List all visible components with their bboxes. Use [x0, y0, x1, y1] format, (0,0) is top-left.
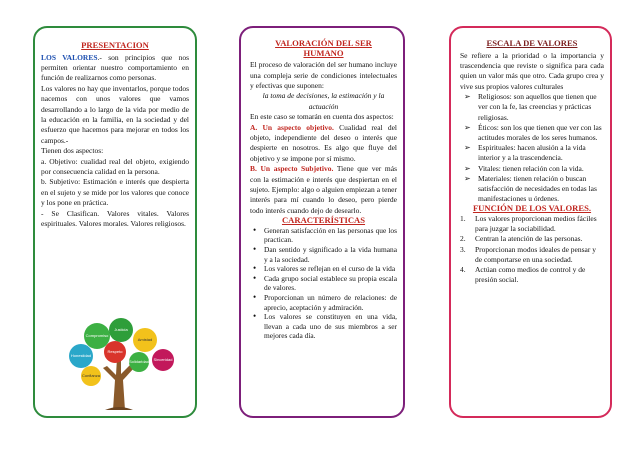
characteristics-title: CARACTERÍSTICAS — [281, 215, 366, 226]
scale-panel — [449, 26, 612, 418]
leaf-label: Compromiso — [85, 333, 109, 338]
list-item — [460, 234, 604, 244]
list-item: • Proporcionan un número de relaciones: de aprecio, aceptación y admiración. — [250, 293, 397, 312]
intro-rest: .- son principios que nos permiten orientar nuestro comportamiento en función de realizarnos como personas. — [41, 52, 189, 83]
leaf-label: Amistad — [137, 337, 153, 342]
item-number: 3. — [460, 244, 466, 254]
functions-list — [460, 214, 604, 285]
item-text: Proporcionan modos ideales de pensar y de comportarse en una sociedad. — [475, 244, 597, 264]
valuation-intro: El proceso de valoración del ser humano incluye una compleja serie de condiciones intelectuales y efectivas que suponen: — [250, 60, 397, 90]
aspect-b-label: B. Un aspecto Subjetivo. — [250, 164, 334, 174]
leaf-label: Honestidad — [70, 353, 92, 358]
list-item: ➢ Espirituales: hacen alusión a la vida interior y a la trascendencia. — [460, 143, 604, 163]
values-tree-illustration — [55, 318, 181, 410]
leaf-label: Solidaridad — [128, 359, 150, 364]
valuation-title — [250, 39, 397, 58]
item-number: 2. — [460, 234, 466, 244]
list-item: • Dan sentido y significado a la vida humana y a la sociedad. — [250, 245, 397, 264]
list-item: • Cada grupo social establece su propia escala de valores. — [250, 274, 397, 293]
scale-intro: Se refiere a la prioridad o la importancia y trascendencia que reviste o significa para cada quien un valor más que otro. Cada grupo crea y vive sus propios valores culturales — [460, 50, 604, 91]
valuation-aspects: En este caso se tomarán en cuenta dos aspectos: — [250, 112, 394, 122]
intro-lead: LOS VALORES — [41, 52, 98, 62]
valuation-title-line1: VALORACIÓN DEL SER — [275, 38, 372, 48]
list-item: ➢ Vitales: tienen relación con la vida. — [460, 164, 604, 174]
scale-title: ESCALA DE VALORES — [486, 38, 578, 48]
item-text: Centran la atención de las personas. — [475, 234, 583, 244]
item-text: Actúan como medios de control y de presión social. — [475, 265, 586, 285]
list-item: • Generan satisfacción en las personas que los practican. — [250, 226, 397, 245]
aspect-subjective: b. Subjetivo: Estimación e interés que despierta en el sujeto y se mide por los valores que conoce y los pone en práctica. — [41, 177, 189, 208]
leaf-label: Respeto — [107, 349, 123, 354]
characteristics-list — [250, 226, 397, 341]
scale-list — [460, 92, 604, 204]
list-item — [460, 214, 604, 234]
aspect-b-text: Tiene que ver más con la estimación e interés que despiertan en el sujeto. Ejemplo: algo o alguien empiezan a tener interés para mí cuando lo deseo, pero pierde todo interés cuando dejo de desearlo. — [250, 164, 397, 215]
classification-paragraph: - Se Clasifican. Valores vitales. Valores espirituales. Valores morales. Valores religiosos. — [41, 208, 189, 229]
item-number: 4. — [460, 265, 466, 275]
list-item — [460, 245, 604, 265]
aspects-heading: Tienen dos aspectos: — [41, 146, 104, 156]
list-item: • Los valores se reflejan en el curso de la vida — [250, 264, 397, 274]
aspect-a — [250, 123, 397, 165]
aspect-a-text: Cualidad real del objeto, independiente del deseo o interés que despierte en nosotros. Es algo que fluye del objetivo y se impone por sí mismo. — [250, 122, 397, 163]
presentation-title: PRESENTACION — [81, 40, 149, 50]
item-text: Los valores proporcionan medios fáciles para juzgar la sociabilidad. — [475, 214, 597, 234]
list-item: ➢ Éticos: son los que tienen que ver con las actitudes morales de los seres humanos. — [460, 123, 604, 143]
aspect-b — [250, 164, 397, 216]
valuation-panel — [239, 26, 405, 418]
list-item: ➢ Materiales: tienen relación o buscan satisfacción de necesidades en todas las manifestaciones u órdenes. — [460, 174, 604, 205]
functions-title: FUNCIÓN DE LOS VALORES. — [472, 203, 592, 214]
intro-paragraph — [41, 53, 189, 84]
leaf-label: Confianza — [81, 373, 101, 378]
item-number: 1. — [460, 214, 466, 224]
valuation-italic: la toma de decisiones, la estimación y la actuación — [262, 91, 385, 111]
values-paragraph: Los valores no hay que inventarlos, porque todos nacemos con unos valores que vamos desarrollando a lo largo de la vida por medio de la educación en la familia, en la sociedad y del esfuerzo que hacemos para mejorar en todos los campos.- — [41, 83, 189, 145]
presentation-panel — [33, 26, 197, 418]
list-item — [460, 265, 604, 285]
leaf-label: Justicia — [114, 327, 128, 332]
aspect-objective: a. Objetivo: cualidad real del objeto, exigiendo por consecuencia calidad en la persona. — [41, 156, 189, 177]
aspect-a-label: A. Un aspecto objetivo. — [250, 122, 334, 132]
valuation-title-line2: HUMANO — [303, 47, 344, 58]
list-item: ➢ Religiosos: son aquellos que tienen que ver con la fe, las creencias y prácticas religiosas. — [460, 92, 604, 123]
list-item: • Los valores se constituyen en una vida, llevan a cada uno de sus miembros a ser mejores cada día. — [250, 312, 397, 341]
leaf-label: Sinceridad — [153, 357, 173, 362]
